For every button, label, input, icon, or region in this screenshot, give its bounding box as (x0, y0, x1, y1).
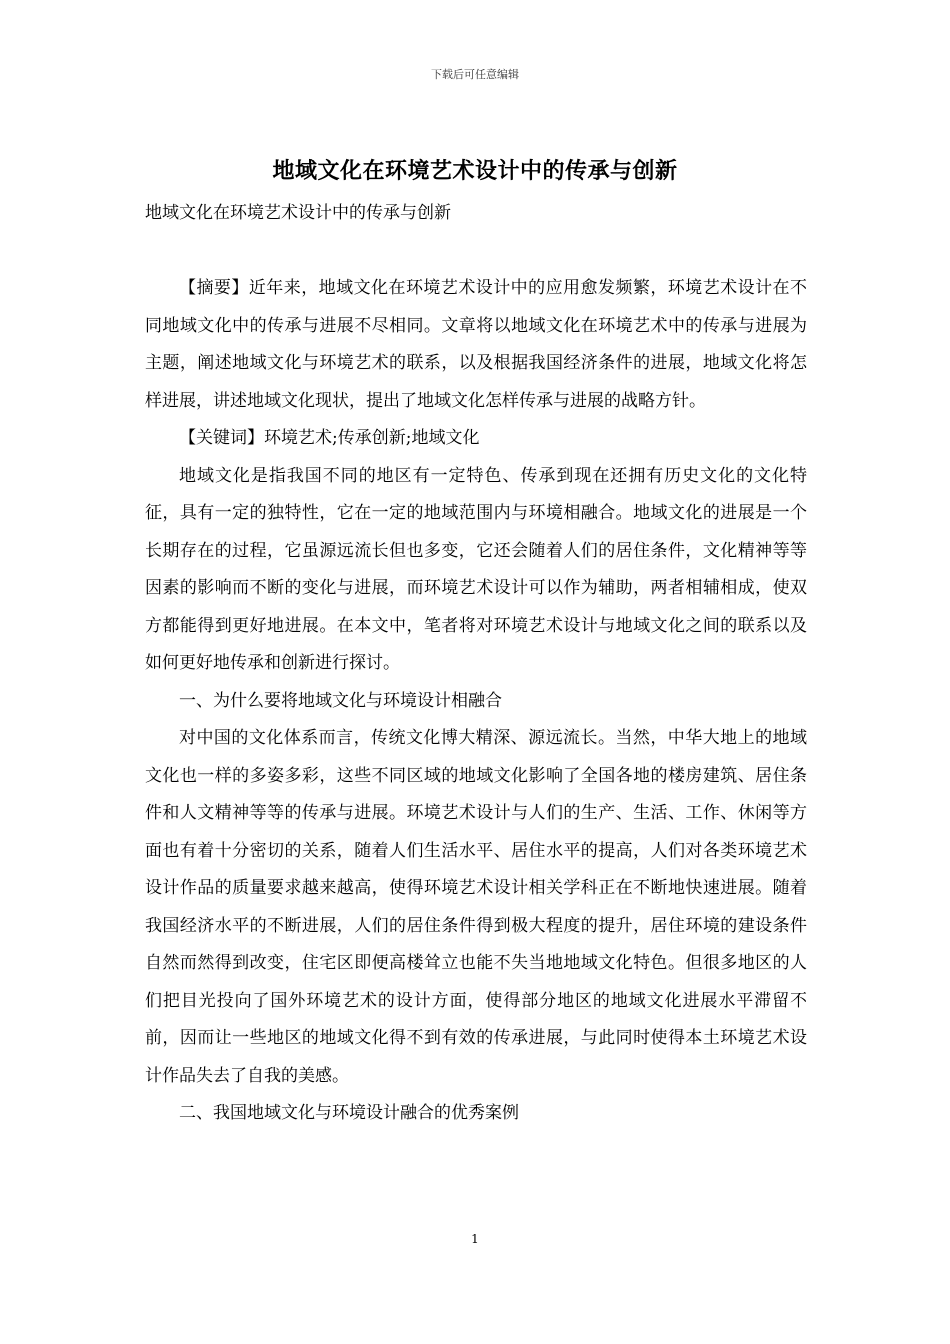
abstract-paragraph: 【摘要】近年来，地域文化在环境艺术设计中的应用愈发频繁，环境艺术设计在不同地域文化中的传承与进展不尽相同。文章将以地域文化在环境艺术中的传承与进展为主题，阐述地域文化与环境艺术的联系，以及根据我国经济条件的进展，地域文化将怎样进展，讲述地域文化现状，提出了地域文化怎样传承与进展的战略方针。 (145, 278, 807, 411)
page-header: 下载后可任意编辑 (431, 68, 519, 81)
section-heading-1: 一、为什么要将地域文化与环境设计相融合 (179, 690, 502, 711)
document-title: 地域文化在环境艺术设计中的传承与创新 (272, 158, 678, 184)
document-subtitle: 地域文化在环境艺术设计中的传承与创新 (145, 203, 451, 223)
keywords-paragraph: 【关键词】环境艺术;传承创新;地域文化 (179, 428, 480, 448)
section-heading-2: 二、我国地域文化与环境设计融合的优秀案例 (179, 1103, 519, 1123)
page-number: 1 (471, 1232, 479, 1246)
section-1-paragraph: 对中国的文化体系而言，传统文化博大精深、源远流长。当然，中华大地上的地域文化也一样的多姿多彩，这些不同区域的地域文化影响了全国各地的楼房建筑、居住条件和人文精神等等的传承与进展。环境艺术设计与人们的生产、生活、工作、休闲等方面也有着十分密切的关系，随着人们生活水平、居住水平的提高，人们对各类环境艺术设计作品的质量要求越来越高，使得环境艺术设计相关学科正在不断地快速进展。随着我国经济水平的不断进展，人们的居住条件得到极大程度的提升，居住环境的建设条件自然而然得到改变，住宅区即便高楼耸立也能不失当地地域文化特色。但很多地区的人们把目光投向了国外环境艺术的设计方面，使得部分地区的地域文化进展水平滞留不前，因而让一些地区的地域文化得不到有效的传承进展，与此同时使得本土环境艺术设计作品失去了自我的美感。 (145, 728, 807, 1086)
document-body (145, 270, 807, 1133)
intro-paragraph: 地域文化是指我国不同的地区有一定特色、传承到现在还拥有历史文化的文化特征，具有一定的独特性，它在一定的地域范围内与环境相融合。地域文化的进展是一个长期存在的过程，它虽源远流长但也多变，它还会随着人们的居住条件，文化精神等等因素的影响而不断的变化与进展，而环境艺术设计可以作为辅助，两者相辅相成，使双方都能得到更好地进展。在本文中，笔者将对环境艺术设计与地域文化之间的联系以及如何更好地传承和创新进行探讨。 (145, 465, 807, 673)
